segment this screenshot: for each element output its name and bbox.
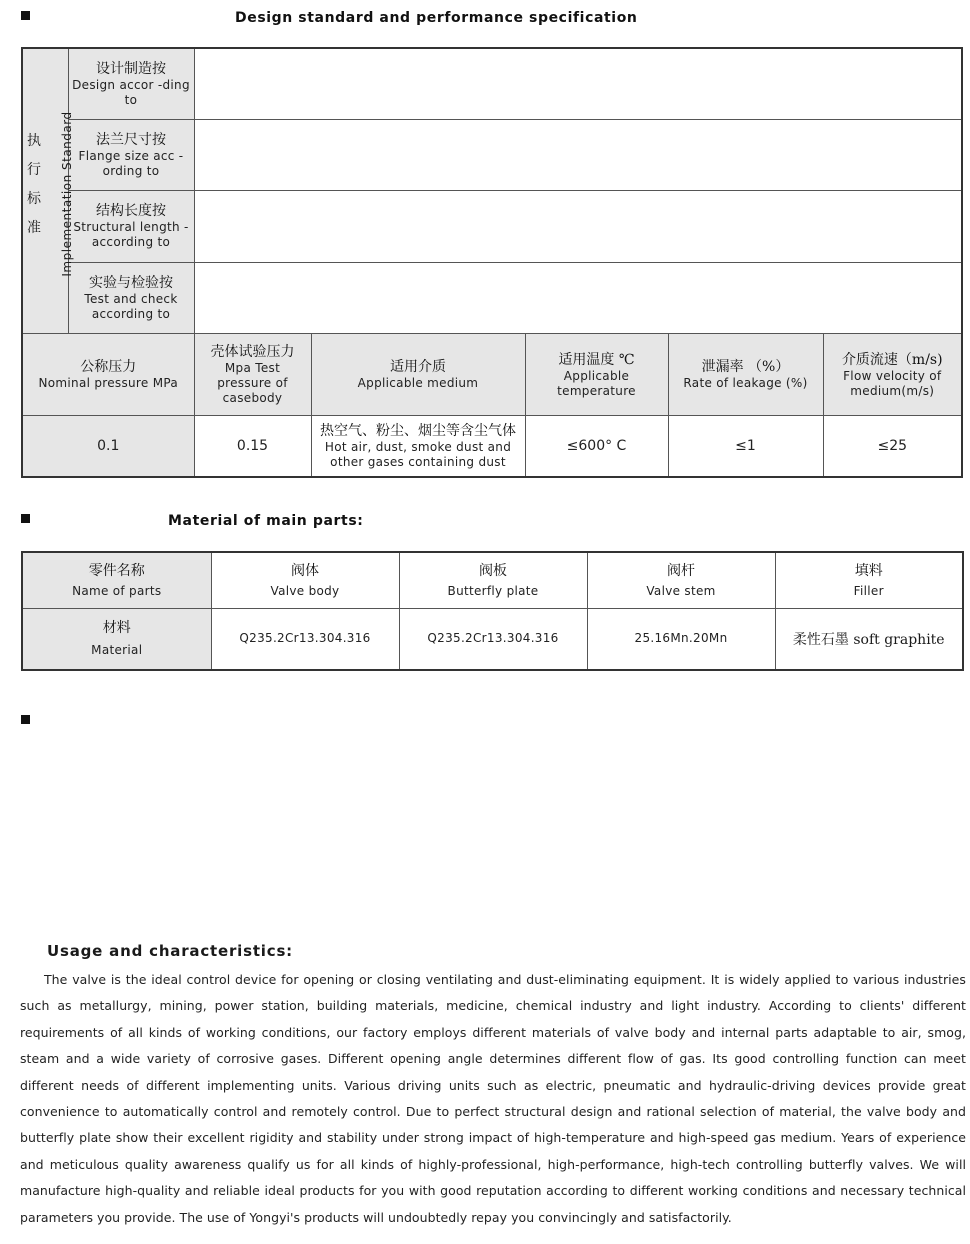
- value-velocity: ≤25: [823, 416, 962, 477]
- header-leakage: 泄漏率 （%） Rate of leakage (%): [668, 334, 823, 416]
- value-nominal-pressure: 0.1: [22, 416, 194, 477]
- value-medium: 热空气、粉尘、烟尘等含尘气体 Hot air, dust, smoke dust and other gases containing dust: [311, 416, 525, 477]
- standard-row-value: [194, 262, 962, 333]
- part-name: 阀杆 Valve stem: [587, 552, 775, 608]
- usage-paragraph: The valve is the ideal control device for opening or closing ventilating and dust-eliminating equipment. It is widely applied to various industries such as metallurgy, mining, power station, building materials, medicine, chemical industry and light industry. According to clients' different requirements of all kinds of working conditions, our factory employs different materials of valve body and internal parts adaptable to air, smog, steam and a wide variety of corrosive gases. Different opening angle determines different flow of gas. Its good controlling function can meet different needs of different implementing units. Various driving units such as electric, pneumatic and hydraulic-driving devices provide great convenience to automatically control and remotely control. Due to perfect structural design and rational selection of material, the valve body and butterfly plate show their excellent rigidity and stability under strong impact of high-temperature and high-speed gas medium. Years of experience and meticulous quality awareness qualify us for all kinds of highly-professional, high-performance, high-tech controlling butterfly valves. We will manufacture high-quality and reliable ideal products for you with good reputation according to different working conditions and necessary technical parameters you provide. The use of Yongyi's products will undoubtedly repay you convincingly and satisfactorily.: [20, 972, 966, 1225]
- material-row-header: 材料 Material: [22, 608, 211, 670]
- standard-group-label: [22, 48, 74, 334]
- parts-table: [21, 551, 964, 671]
- parts-row-header: 零件名称 Name of parts: [22, 552, 211, 608]
- part-name: 填料 Filler: [775, 552, 963, 608]
- section-bullet-icon: [21, 514, 30, 523]
- part-name: 阀板 Butterfly plate: [399, 552, 587, 608]
- standard-row-label: 法兰尺寸按 Flange size acc -ording to: [68, 119, 194, 190]
- standard-row-label: 实验与检验按 Test and check according to: [68, 262, 194, 333]
- value-leakage: ≤1: [668, 416, 823, 477]
- header-temperature: 适用温度 ℃ Applicable temperature: [525, 334, 668, 416]
- section-bullet-icon: [21, 715, 30, 724]
- section-bullet-icon: [21, 11, 30, 20]
- standard-row-value: [194, 119, 962, 190]
- standard-row-value: [194, 48, 962, 119]
- standard-row-label: 结构长度按 Structural length -according to: [68, 191, 194, 262]
- part-material: Q235.2Cr13.304.316: [211, 608, 399, 670]
- part-material: Q235.2Cr13.304.316: [399, 608, 587, 670]
- part-name: 阀体 Valve body: [211, 552, 399, 608]
- header-test-pressure: 壳体试验压力 Mpa Test pressure of casebody: [194, 334, 311, 416]
- part-material: 柔性石墨 soft graphite: [775, 608, 963, 670]
- usage-section: [20, 942, 966, 1231]
- value-test-pressure: 0.15: [194, 416, 311, 477]
- header-nominal-pressure: 公称压力 Nominal pressure MPa: [22, 334, 194, 416]
- header-applicable-medium: 适用介质 Applicable medium: [311, 334, 525, 416]
- usage-title: Usage and characteristics:: [47, 942, 293, 960]
- spec-table: [21, 47, 963, 478]
- standard-label-en: Implementation Standard: [60, 111, 74, 277]
- section-title-materials: Material of main parts:: [168, 513, 364, 529]
- header-flow-velocity: 介质流速（m/s) Flow velocity of medium(m/s): [823, 334, 962, 416]
- standard-row-value: [194, 191, 962, 262]
- value-temperature: ≤600° C: [525, 416, 668, 477]
- part-material: 25.16Mn.20Mn: [587, 608, 775, 670]
- standard-row-label: 设计制造按 Design accor -ding to: [68, 48, 194, 119]
- standard-label-zh: 执行标准: [27, 133, 41, 236]
- section-title-design: Design standard and performance specification: [235, 10, 638, 26]
